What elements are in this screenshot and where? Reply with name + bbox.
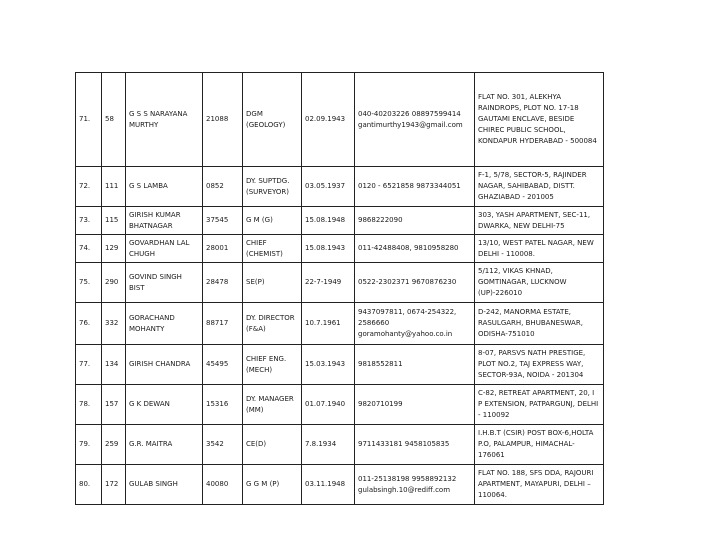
postal-address: 13/10, WEST PATEL NAGAR, NEW DELHI - 110008. — [475, 235, 604, 263]
contact-details: 011-42488408, 9810958280 — [355, 235, 475, 263]
member-number: 37545 — [203, 207, 243, 235]
date-of-birth: 03.05.1937 — [302, 167, 355, 207]
designation: SE(P) — [243, 263, 302, 303]
member-name: GULAB SINGH — [126, 465, 203, 505]
member-name: G K DEWAN — [126, 385, 203, 425]
member-id: 332 — [102, 303, 126, 345]
postal-address: F-1, 5/78, SECTOR-5, RAJINDER NAGAR, SAHIBABAD, DISTT. GHAZIABAD - 201005 — [475, 167, 604, 207]
designation: DY. SUPTDG. (SURVEYOR) — [243, 167, 302, 207]
date-of-birth: 10.7.1961 — [302, 303, 355, 345]
postal-address: D-242, MANORMA ESTATE, RASULGARH, BHUBANESWAR, ODISHA-751010 — [475, 303, 604, 345]
serial-number: 73. — [76, 207, 102, 235]
contact-details: 9820710199 — [355, 385, 475, 425]
member-name: G.R. MAITRA — [126, 425, 203, 465]
contact-details: 0522-2302371 9670876230 — [355, 263, 475, 303]
table-row — [76, 207, 604, 235]
postal-address: 303, YASH APARTMENT, SEC-11, DWARKA, NEW DELHI-75 — [475, 207, 604, 235]
serial-number: 80. — [76, 465, 102, 505]
postal-address: FLAT NO. 301, ALEKHYA RAINDROPS, PLOT NO. 17-18 GAUTAMI ENCLAVE, BESIDE CHIREC PUBLIC SCHOOL, KONDAPUR HYDERABAD - 500084 — [475, 73, 604, 167]
member-number: 15316 — [203, 385, 243, 425]
designation: DGM (GEOLOGY) — [243, 73, 302, 167]
member-number: 28478 — [203, 263, 243, 303]
postal-address: 8-07, PARSVS NATH PRESTIGE, PLOT NO.2, TAJ EXPRESS WAY, SECTOR-93A, NOIDA - 201304 — [475, 345, 604, 385]
postal-address: C-82, RETREAT APARTMENT, 20, I P EXTENSION, PATPARGUNJ, DELHI - 110092 — [475, 385, 604, 425]
contact-details: 9711433181 9458105835 — [355, 425, 475, 465]
postal-address: 5/112, VIKAS KHNAD, GOMTINAGAR, LUCKNOW (UP)-226010 — [475, 263, 604, 303]
table-row — [76, 465, 604, 505]
member-number: 40080 — [203, 465, 243, 505]
member-id: 111 — [102, 167, 126, 207]
date-of-birth: 01.07.1940 — [302, 385, 355, 425]
member-name: G S LAMBA — [126, 167, 203, 207]
serial-number: 79. — [76, 425, 102, 465]
table-row — [76, 263, 604, 303]
member-id: 134 — [102, 345, 126, 385]
date-of-birth: 03.11.1948 — [302, 465, 355, 505]
serial-number: 74. — [76, 235, 102, 263]
serial-number: 75. — [76, 263, 102, 303]
postal-address: I.H.B.T (CSIR) POST BOX-6,HOLTA P.O, PALAMPUR, HIMACHAL-176061 — [475, 425, 604, 465]
table-row — [76, 385, 604, 425]
serial-number: 71. — [76, 73, 102, 167]
member-number: 0852 — [203, 167, 243, 207]
member-name: GIRISH CHANDRA — [126, 345, 203, 385]
member-id: 157 — [102, 385, 126, 425]
serial-number: 76. — [76, 303, 102, 345]
member-number: 28001 — [203, 235, 243, 263]
designation: G G M (P) — [243, 465, 302, 505]
member-id: 115 — [102, 207, 126, 235]
member-number: 88717 — [203, 303, 243, 345]
date-of-birth: 15.08.1948 — [302, 207, 355, 235]
member-number: 3542 — [203, 425, 243, 465]
contact-details: 9818552811 — [355, 345, 475, 385]
designation: CHIEF ENG. (MECH) — [243, 345, 302, 385]
contact-details: 011-25138198 9958892132 gulabsingh.10@rediff.com — [355, 465, 475, 505]
member-id: 290 — [102, 263, 126, 303]
member-id: 58 — [102, 73, 126, 167]
designation: DY. MANAGER (MM) — [243, 385, 302, 425]
date-of-birth: 7.8.1934 — [302, 425, 355, 465]
designation: CE(D) — [243, 425, 302, 465]
designation: DY. DIRECTOR (F&A) — [243, 303, 302, 345]
designation: G M (G) — [243, 207, 302, 235]
member-name: GOVIND SINGH BIST — [126, 263, 203, 303]
date-of-birth: 02.09.1943 — [302, 73, 355, 167]
contact-details: 9437097811, 0674-254322, 2586660 goramohanty@yahoo.co.in — [355, 303, 475, 345]
table-row — [76, 303, 604, 345]
date-of-birth: 15.08.1943 — [302, 235, 355, 263]
member-id: 172 — [102, 465, 126, 505]
member-name: GIRISH KUMAR BHATNAGAR — [126, 207, 203, 235]
contact-details: 9868222090 — [355, 207, 475, 235]
member-directory-table — [75, 72, 604, 505]
member-id: 129 — [102, 235, 126, 263]
member-name: G S S NARAYANA MURTHY — [126, 73, 203, 167]
designation: CHIEF (CHEMIST) — [243, 235, 302, 263]
serial-number: 72. — [76, 167, 102, 207]
member-name: GORACHAND MOHANTY — [126, 303, 203, 345]
table-body — [76, 73, 604, 505]
serial-number: 77. — [76, 345, 102, 385]
contact-details: 0120 - 6521858 9873344051 — [355, 167, 475, 207]
table-row — [76, 167, 604, 207]
table-row — [76, 345, 604, 385]
date-of-birth: 15.03.1943 — [302, 345, 355, 385]
member-number: 45495 — [203, 345, 243, 385]
member-id: 259 — [102, 425, 126, 465]
member-number: 21088 — [203, 73, 243, 167]
member-name: GOVARDHAN LAL CHUGH — [126, 235, 203, 263]
serial-number: 78. — [76, 385, 102, 425]
date-of-birth: 22-7-1949 — [302, 263, 355, 303]
contact-details: 040-40203226 08897599414 gantimurthy1943@gmail.com — [355, 73, 475, 167]
table-row — [76, 73, 604, 167]
table-row — [76, 235, 604, 263]
table-row — [76, 425, 604, 465]
postal-address: FLAT NO. 188, SFS DDA, RAJOURI APARTMENT, MAYAPURI, DELHI – 110064. — [475, 465, 604, 505]
